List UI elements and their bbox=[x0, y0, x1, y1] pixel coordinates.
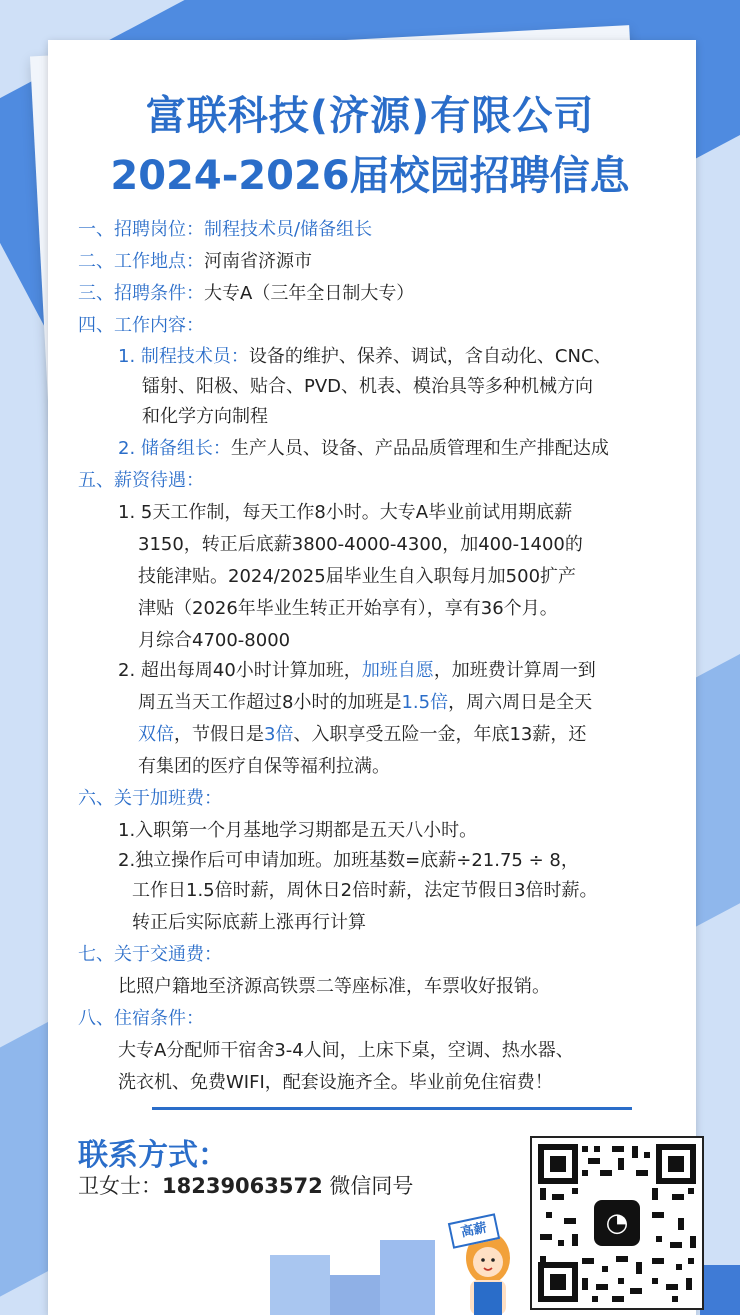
section-value: 河南省济源市 bbox=[204, 251, 312, 272]
work-item-2 bbox=[118, 434, 609, 464]
building-illustration bbox=[700, 1265, 740, 1315]
section-salary: 五、薪资待遇： bbox=[78, 470, 204, 491]
housing-line: 大专A分配师干宿舍3-4人间，上床下桌，空调、热水器、 bbox=[118, 1040, 574, 1061]
building-illustration bbox=[270, 1255, 330, 1315]
highlight-text: 加班自愿 bbox=[361, 660, 434, 681]
contact-name: 卫女士： bbox=[78, 1174, 162, 1198]
qr-finder bbox=[656, 1144, 696, 1184]
text-fragment: 、入职享受五险一金，年底13薪，还 bbox=[293, 724, 587, 745]
section-value: 制程技术员/储备组长 bbox=[204, 219, 373, 240]
salary-line bbox=[138, 688, 592, 718]
salary-line bbox=[138, 720, 586, 750]
sign-board: 高薪 bbox=[448, 1213, 500, 1248]
section-value: 大专A（三年全日制大专） bbox=[204, 283, 415, 304]
section-housing: 八、住宿条件： bbox=[78, 1008, 204, 1029]
contact-info bbox=[78, 1170, 413, 1200]
highlight-text: 双倍 bbox=[138, 724, 174, 745]
work-item-text: 生产人员、设备、产品品质管理和生产排配达成 bbox=[230, 438, 609, 459]
highlight-text: 1.5倍 bbox=[401, 692, 449, 713]
poster-subtitle: 2024-2026届校园招聘信息 bbox=[110, 153, 630, 199]
work-item-text: 镭射、阳极、贴合、PVD、机表、模治具等多种机械方向 bbox=[142, 376, 594, 397]
salary-line: 月综合4700-8000 bbox=[138, 630, 291, 651]
salary-line: 技能津贴。2024/2025届毕业生自入职每月加500扩产 bbox=[138, 566, 577, 587]
overtime-line: 工作日1.5倍时薪，周休日2倍时薪，法定节假日3倍时薪。 bbox=[132, 880, 598, 901]
contact-heading: 联系方式： bbox=[78, 1138, 228, 1173]
text-fragment: ，加班费计算周一到 bbox=[433, 660, 596, 681]
overtime-line: 2.独立操作后可申请加班。加班基数=底薪÷21.75 ÷ 8， bbox=[118, 850, 579, 871]
contact-phone[interactable]: 18239063572 bbox=[162, 1174, 323, 1198]
divider bbox=[152, 1107, 632, 1110]
text-fragment: 2. 超出每周40小时计算加班， bbox=[118, 660, 362, 681]
highlight-text: 3倍 bbox=[264, 724, 294, 745]
qr-finder bbox=[538, 1262, 578, 1302]
salary-line: 3150，转正后底薪3800-4000-4300，加400-1400的 bbox=[138, 534, 583, 555]
text-fragment: ，周六周日是全天 bbox=[448, 692, 593, 713]
section-overtime: 六、关于加班费： bbox=[78, 788, 222, 809]
qr-finder bbox=[538, 1144, 578, 1184]
section-label: 二、工作地点： bbox=[78, 251, 204, 272]
work-item-label: 1. 制程技术员： bbox=[118, 346, 249, 367]
salary-line bbox=[118, 656, 596, 686]
section-requirements bbox=[78, 279, 414, 309]
section-transport: 七、关于交通费： bbox=[78, 944, 222, 965]
text-fragment: 周五当天工作超过8小时的加班是 bbox=[138, 692, 402, 713]
wechat-icon: ◔ bbox=[594, 1200, 640, 1246]
building-illustration bbox=[380, 1240, 435, 1315]
overtime-line: 1.入职第一个月基地学习期都是五天八小时。 bbox=[118, 820, 478, 841]
overtime-line: 转正后实际底薪上涨再行计算 bbox=[132, 912, 366, 933]
contact-note: 微信同号 bbox=[329, 1174, 414, 1198]
work-item-label: 2. 储备组长： bbox=[118, 438, 231, 459]
work-item-1 bbox=[118, 342, 612, 372]
housing-line: 洗衣机、免费WIFI，配套设施齐全。毕业前免住宿费！ bbox=[118, 1072, 553, 1093]
text-fragment: ，节假日是 bbox=[174, 724, 264, 745]
section-label: 三、招聘条件： bbox=[78, 283, 204, 304]
building-illustration bbox=[330, 1275, 380, 1315]
section-label: 一、招聘岗位： bbox=[78, 219, 204, 240]
work-item-text: 设备的维护、保养、调试，含自动化、CNC、 bbox=[248, 346, 612, 367]
qr-code[interactable] bbox=[530, 1136, 704, 1310]
salary-line: 1. 5天工作制，每天工作8小时。大专A毕业前试用期底薪 bbox=[118, 502, 573, 523]
salary-line: 有集团的医疗自保等福利拉满。 bbox=[138, 756, 390, 777]
section-work-content: 四、工作内容： bbox=[78, 315, 204, 336]
poster-title: 富联科技(济源)有限公司 bbox=[145, 93, 595, 139]
salary-line: 津贴（2026年毕业生转正开始享有），享有36个月。 bbox=[138, 598, 558, 619]
transport-line: 比照户籍地至济源高铁票二等座标准，车票收好报销。 bbox=[118, 976, 550, 997]
work-item-text: 和化学方向制程 bbox=[142, 406, 268, 427]
section-position bbox=[78, 215, 372, 245]
section-location bbox=[78, 247, 312, 277]
